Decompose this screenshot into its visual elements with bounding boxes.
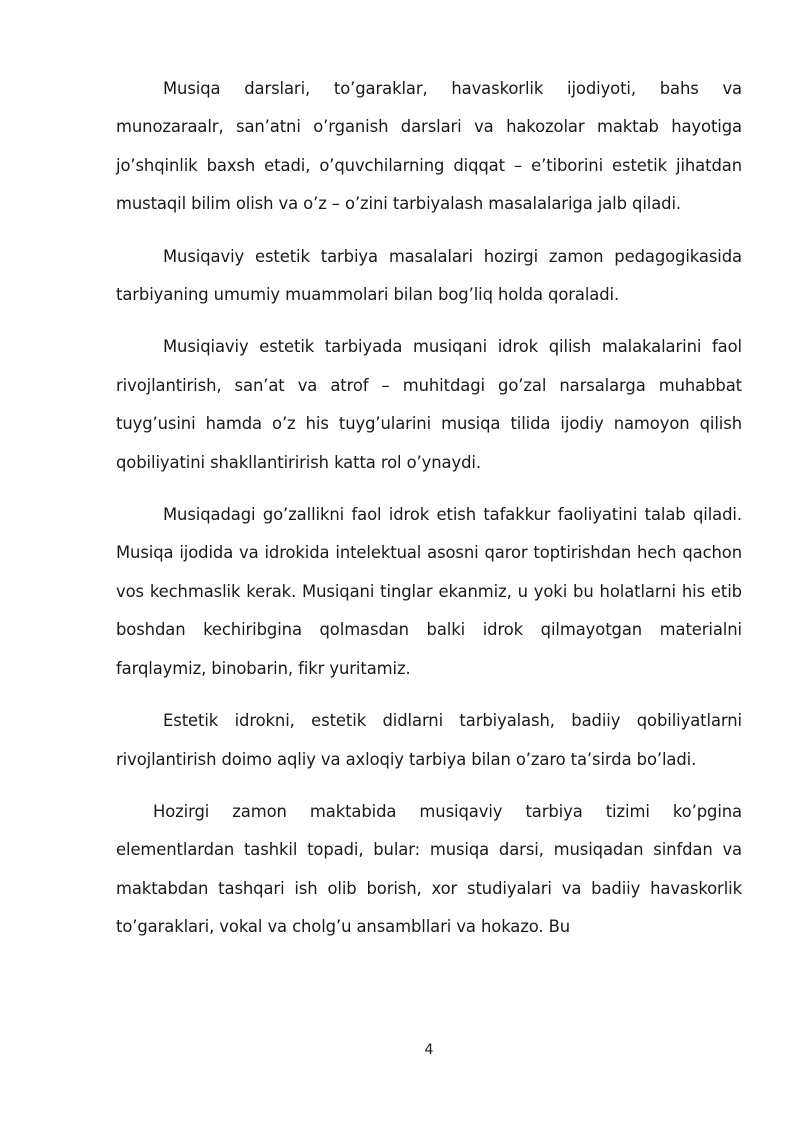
- paragraph-2: Musiqaviy estetik tarbiya masalalari hozirgi zamon pedagogikasida tarbiyaning umumiy muammolari bilan bog’liq holda qoraladi.: [116, 246, 742, 305]
- paragraph-4: Musiqadagi go’zallikni faol idrok etish tafakkur faoliyatini talab qiladi. Musiqa ijodida va idrokida intelektual asosni qaror toptirishdan hech qachon vos kechmaslik kerak. Musiqani tinglar ekanmiz, u yoki bu holatlarni his etib boshdan kechiribgina qolmasdan balki idrok qilmayotgan materialni farqlaymiz, binobarin, fikr yuritamiz.: [116, 505, 742, 678]
- paragraph-3: Musiqiaviy estetik tarbiyada musiqani idrok qilish malakalarini faol rivojlantirish, san’at va atrof – muhitdagi go’zal narsalarga muhabbat tuyg’usini hamda o’z his tuyg’ularini musiqa tilida ijodiy namoyon qilish qobiliyatini shakllantirirish katta rol o’ynaydi.: [116, 337, 742, 472]
- paragraph-5: Estetik idrokni, estetik didlarni tarbiyalash, badiiy qobiliyatlarni rivojlantirish doimo aqliy va axloqiy tarbiya bilan o’zaro ta’sirda bo’ladi.: [116, 711, 742, 769]
- paragraph-1: Musiqa darslari, to’garaklar, havaskorlik ijodiyoti, bahs va munozaraalr, san’atni o’rganish darslari va hakozolar maktab hayotiga jo’shqinlik baxsh etadi, o’quvchilarning diqqat – e’tiborini estetik jihatdan mustaqil bilim olish va o’z – o’zini tarbiyalash masalalariga jalb qiladi.: [116, 79, 742, 214]
- page-number: 4: [424, 1042, 434, 1058]
- paragraph-6: Hozirgi zamon maktabida musiqaviy tarbiya tizimi ko’pgina elementlardan tashkil topadi, bular: musiqa darsi, musiqadan sinfdan va maktabdan tashqari ish olib borish, xor studiyalari va badiiy havaskorlik to’garaklari, vokal va cholg’u ansambllari va hokazo. Bu: [116, 801, 742, 937]
- body-text: [116, 70, 742, 947]
